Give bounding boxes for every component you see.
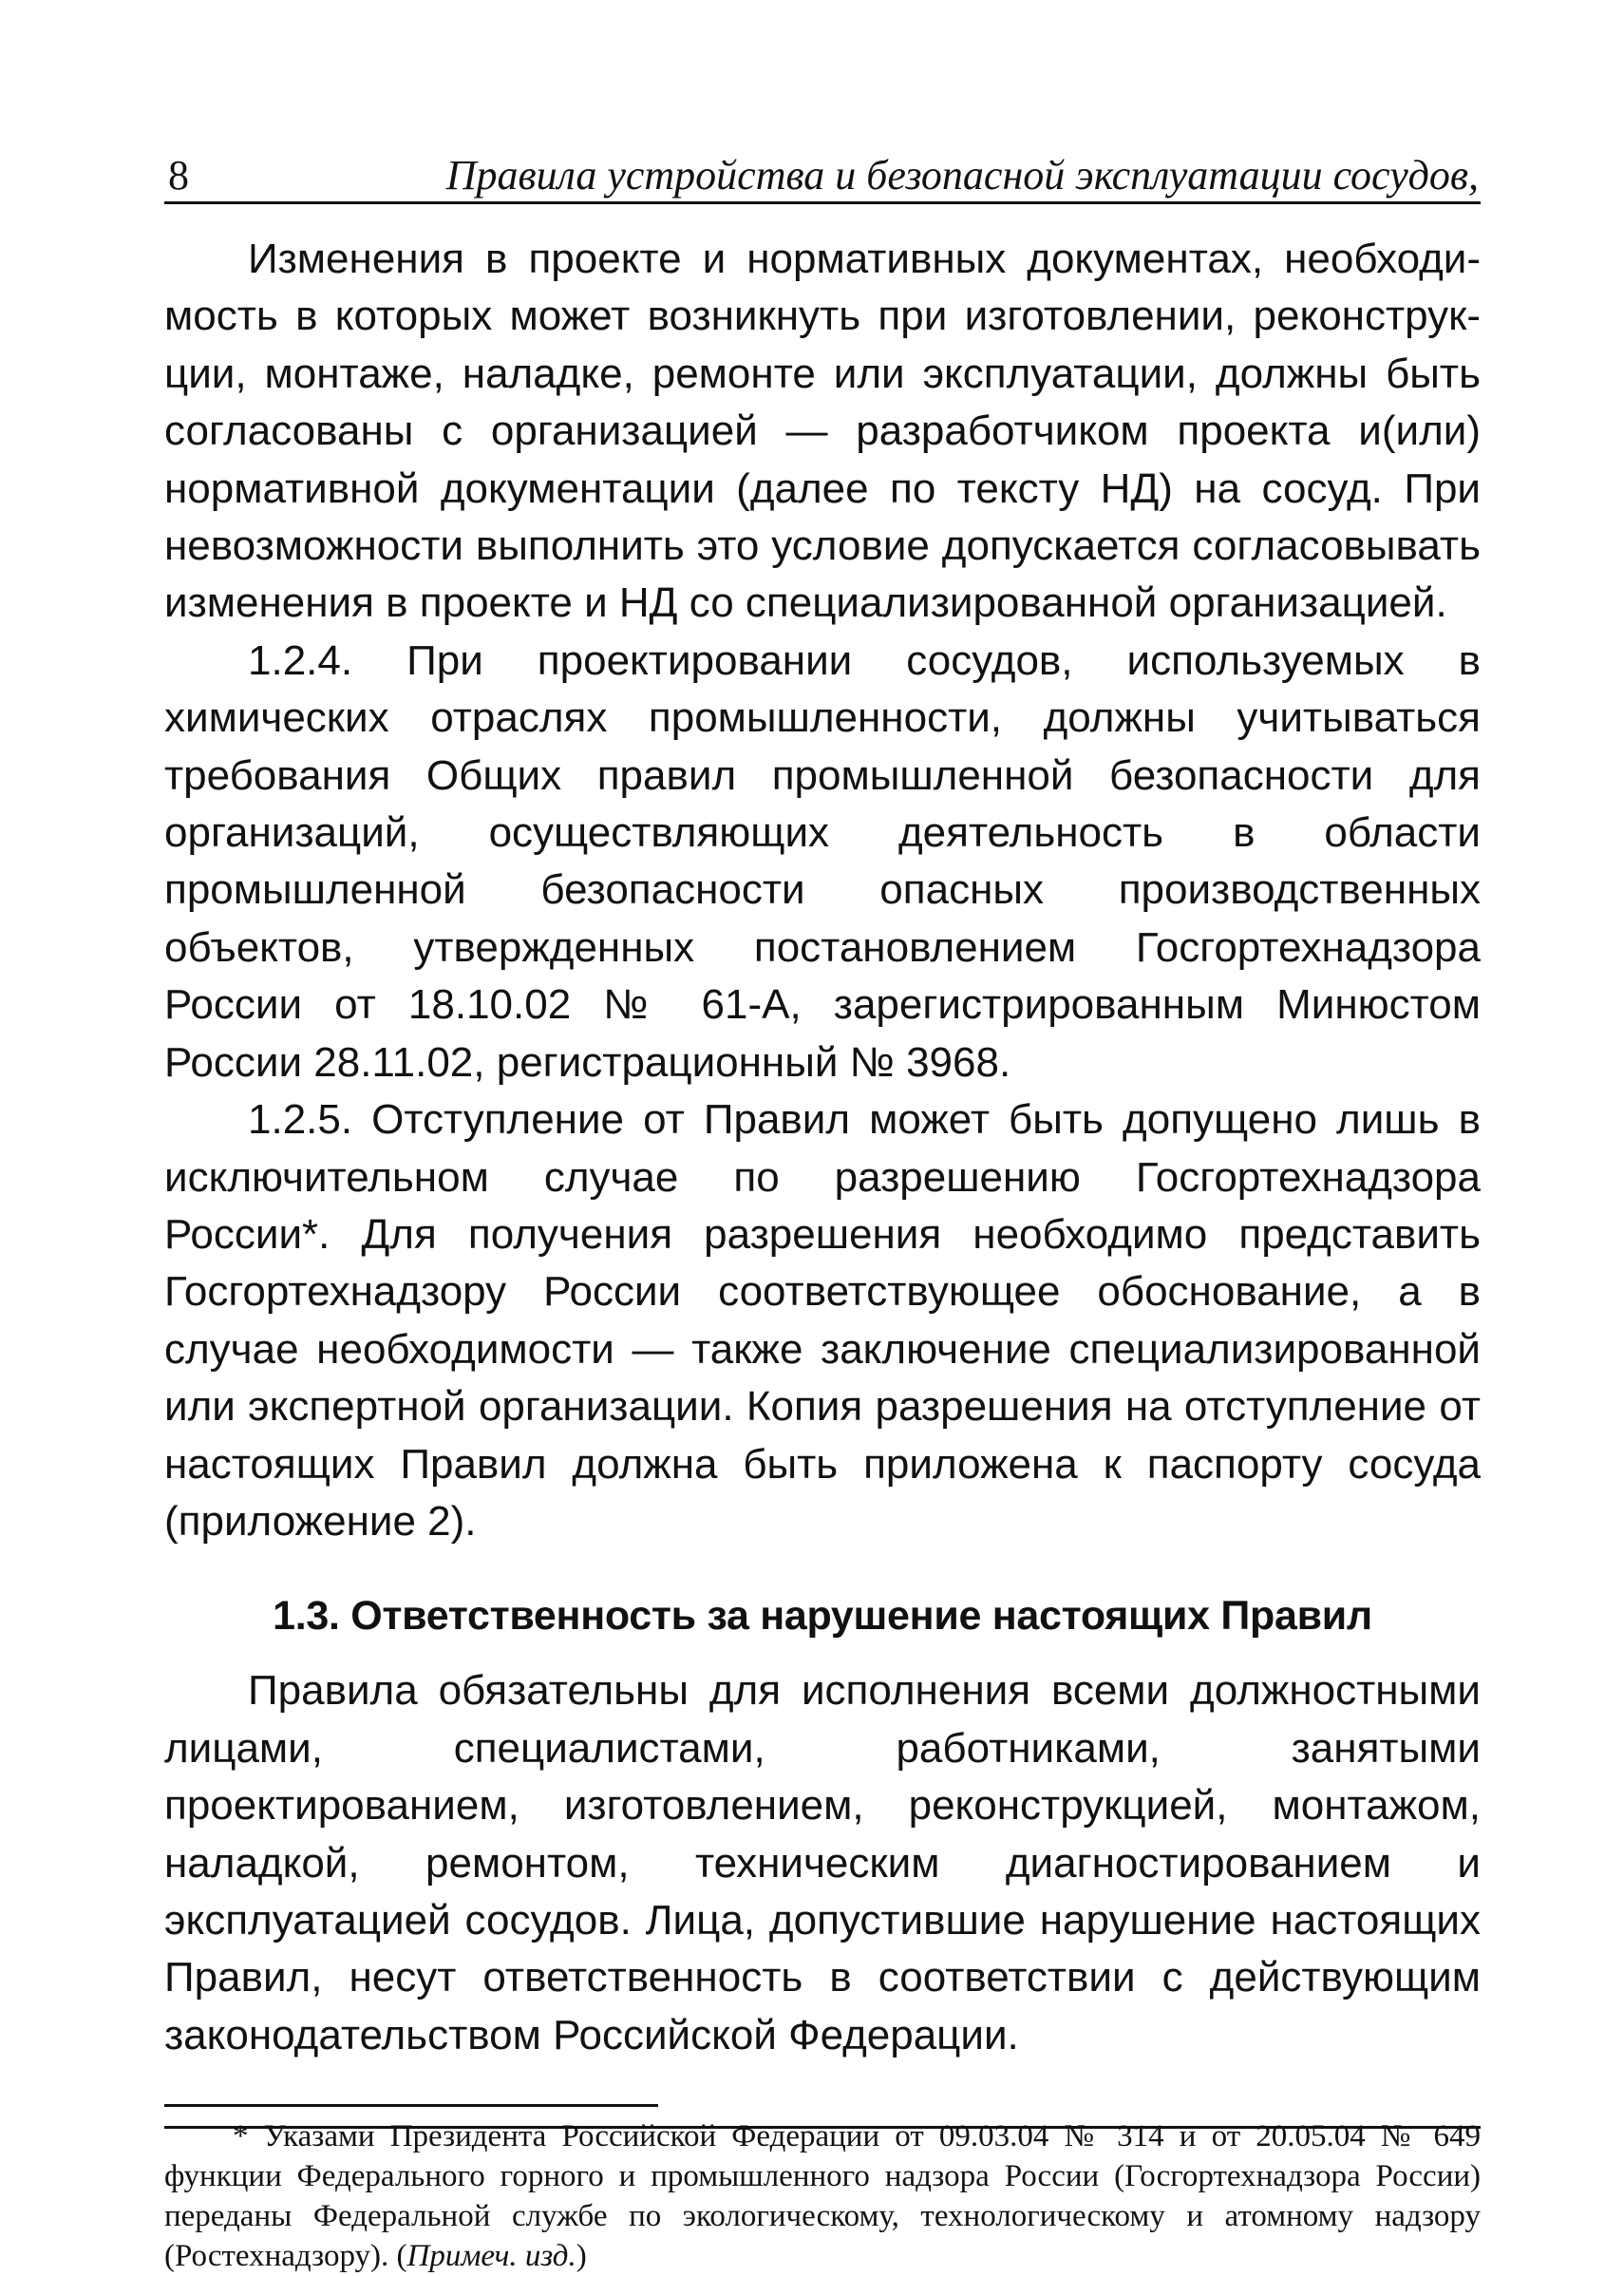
document-page — [164, 142, 1481, 2276]
paragraph-changes-approval: Изменения в проекте и нормативных документах, необходимость в которых может возникнуть при изготовлении, реконструкции, монтаже, наладке, ремонте или эксплуатации, должны быть согласованы с организацией — разработчиком проекта и(или) нормативной документации (далее по тексту НД) на сосуд. При невозможности выполнить это условие допускается согласовывать изменения в проекте и НД со специализированной организацией. — [164, 236, 1481, 627]
page-number: 8 — [168, 152, 189, 199]
body-text — [164, 231, 1481, 2064]
bottom-divider — [164, 2126, 1481, 2129]
paragraph-responsibility: Правила обязательны для исполнения всеми должностными лицами, специалистами, работниками, занятыми проектированием, изготовлением, реконструкцией, монтажом, наладкой, ремонтом, техническим диагностированием и эксплуатацией сосудов. Лица, допустившие нарушение настоящих Правил, несут ответственность в соответствии с действующим законодательством Российской Федерации. — [164, 1667, 1481, 2058]
publisher-note: Примеч. изд. — [406, 2239, 576, 2274]
footnote-divider — [164, 2104, 658, 2107]
paragraph-1-2-4: 1.2.4. При проектировании сосудов, используемых в химических отраслях промышленности, должны учитываться требования Общих правил промышленной безопасности для организаций, осуществляющих деятельность в области промышленной безопасности опасных производственных объектов, утвержденных постановлением Госгортехнадзора России от 18.10.02 № 61-А, зарегистрированным Минюстом России 28.11.02, регистрационный № 3968. — [164, 636, 1481, 1086]
section-heading-1-3: 1.3. Ответственность за нарушение настоящих Правил — [273, 1593, 1372, 1640]
running-title: Правила устройства и безопасной эксплуатации сосудов, — [445, 152, 1479, 199]
paragraph-1-2-5: 1.2.5. Отступление от Правил может быть допущено лишь в исключительном случае по разрешению Госгортехнадзора России*. Для получения разрешения необходимо представить Госгортехнадзору России соответствующее обоснование, а в случае необходимости — также заключение специализированной или экспертной организации. Копия разрешения на отступление от настоящих Правил должна быть приложена к паспорту сосуда (приложение 2). — [164, 1096, 1481, 1545]
running-header — [164, 142, 1481, 204]
footnote-text: * Указами Президента Российской Федерации от 09.03.04 № 314 и от 20.05.04 № 649 функции Федерального горного и промышленного надзора России (Госгортехнадзора России) переданы Федеральной службе по экологическому, технологическому и атомному надзору (Ростехнадзору). ( — [164, 2119, 1481, 2274]
footnote-close-paren: ) — [576, 2239, 587, 2274]
footnote — [164, 2116, 1481, 2276]
